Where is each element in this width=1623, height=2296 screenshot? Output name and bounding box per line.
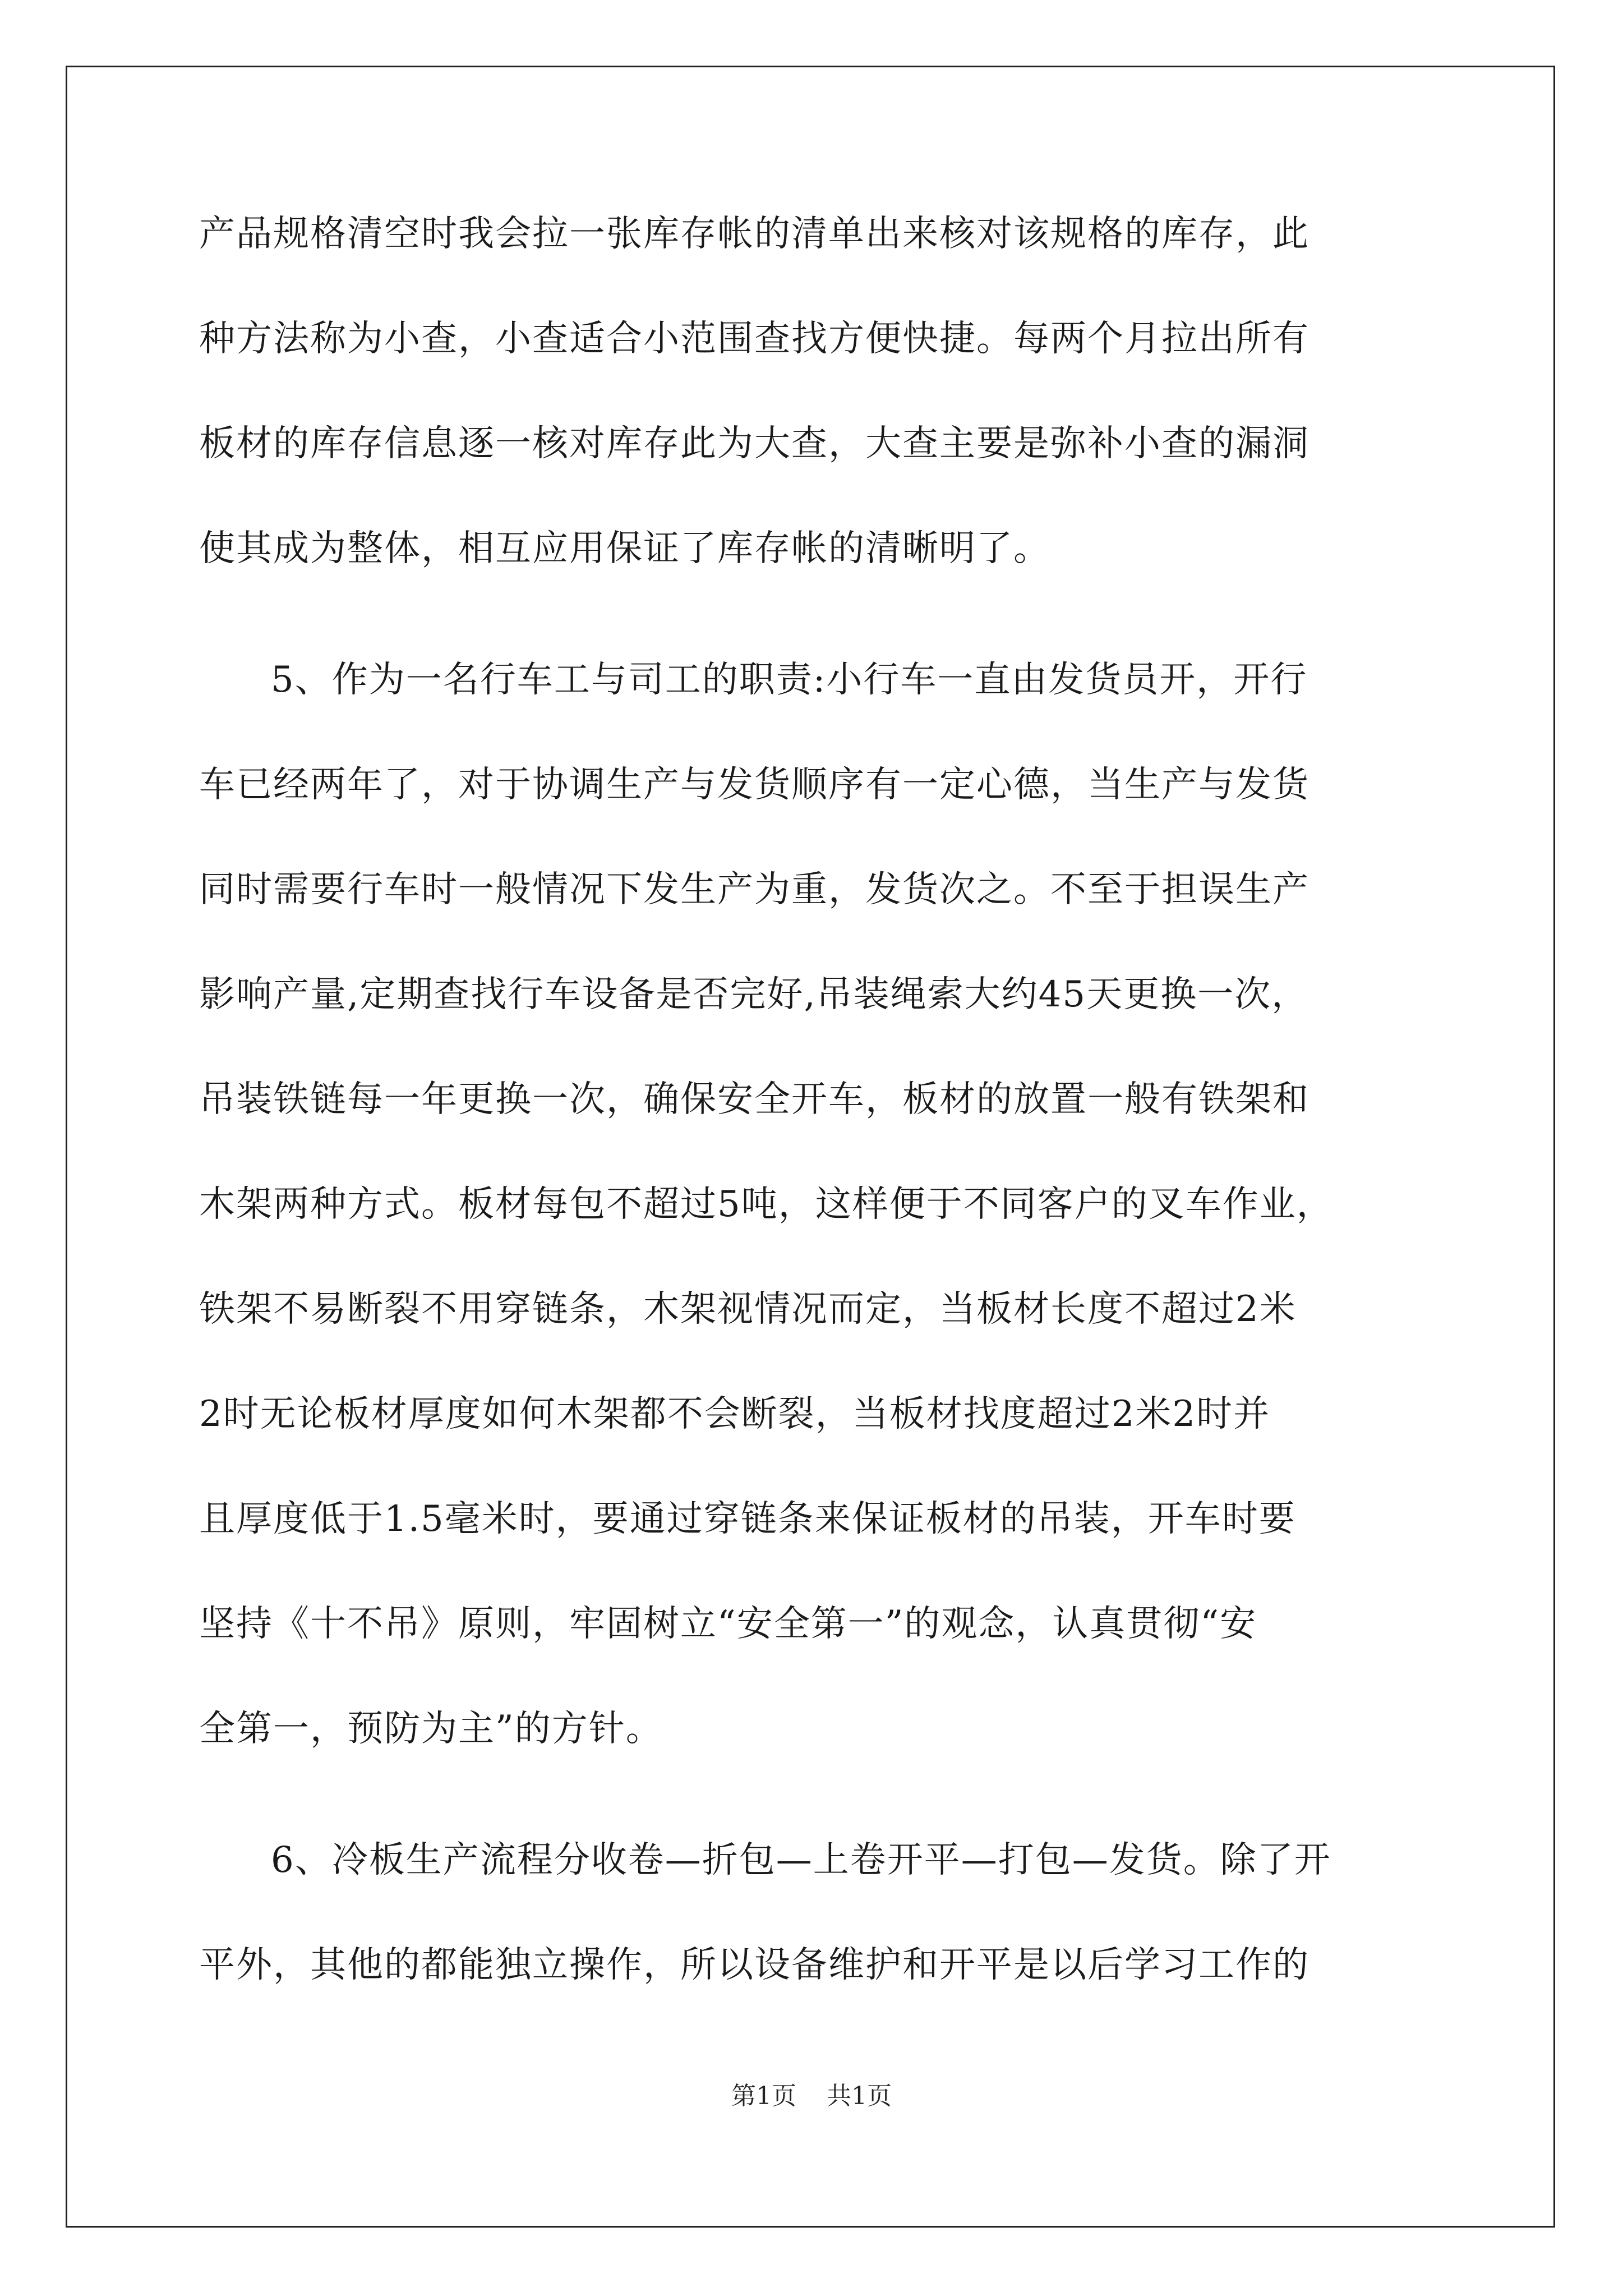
text-line: 6、冷板生产流程分收卷—折包—上卷开平—打包—发货。除了开 xyxy=(271,1839,1331,1881)
text-line: 车已经两年了，对于协调生产与发货顺序有一定心德，当生产与发货 xyxy=(199,764,1310,806)
text-line: 同时需要行车时一般情况下发生产为重，发货次之。不至于担误生产 xyxy=(199,869,1310,910)
text-line: 吊装铁链每一年更换一次，确保安全开车，板材的放置一般有铁架和 xyxy=(199,1079,1310,1120)
text-line: 坚持《十不吊》原则，牢固树立“安全第一”的观念，认真贯彻“安 xyxy=(199,1603,1257,1645)
document-body xyxy=(199,213,1433,2052)
text-line: 全第一，预防为主”的方针。 xyxy=(199,1708,663,1750)
text-line: 5、作为一名行车工与司工的职责:小行车一直由发货员开，开行 xyxy=(271,659,1308,701)
text-line: 产品规格清空时我会拉一张库存帐的清单出来核对该规格的库存，此 xyxy=(199,213,1310,255)
text-line: 木架两种方式。板材每包不超过5吨，这样便于不同客户的叉车作业， xyxy=(199,1184,1334,1225)
text-line: 使其成为整体，相互应用保证了库存帐的清晰明了。 xyxy=(199,528,1050,569)
page-number-total: 共1页 xyxy=(827,2082,892,2110)
page-footer xyxy=(0,2084,1623,2109)
page-number-current: 第1页 xyxy=(731,2082,796,2110)
text-line: 2时无论板材厚度如何木架都不会断裂，当板材找度超过2米2时并 xyxy=(199,1393,1271,1435)
text-line: 铁架不易断裂不用穿链条，木架视情况而定，当板材长度不超过2米 xyxy=(199,1289,1297,1330)
text-line: 影响产量,定期查找行车设备是否完好,吊装绳索大约45天更换一次， xyxy=(199,974,1309,1015)
text-line: 平外，其他的都能独立操作，所以设备维护和开平是以后学习工作的 xyxy=(199,1944,1310,1986)
text-line: 且厚度低于1.5毫米时，要通过穿链条来保证板材的吊装，开车时要 xyxy=(199,1498,1296,1540)
text-line: 板材的库存信息逐一核对库存此为大查，大查主要是弥补小查的漏洞 xyxy=(199,423,1310,464)
text-line: 种方法称为小查，小查适合小范围查找方便快捷。每两个月拉出所有 xyxy=(199,318,1310,360)
